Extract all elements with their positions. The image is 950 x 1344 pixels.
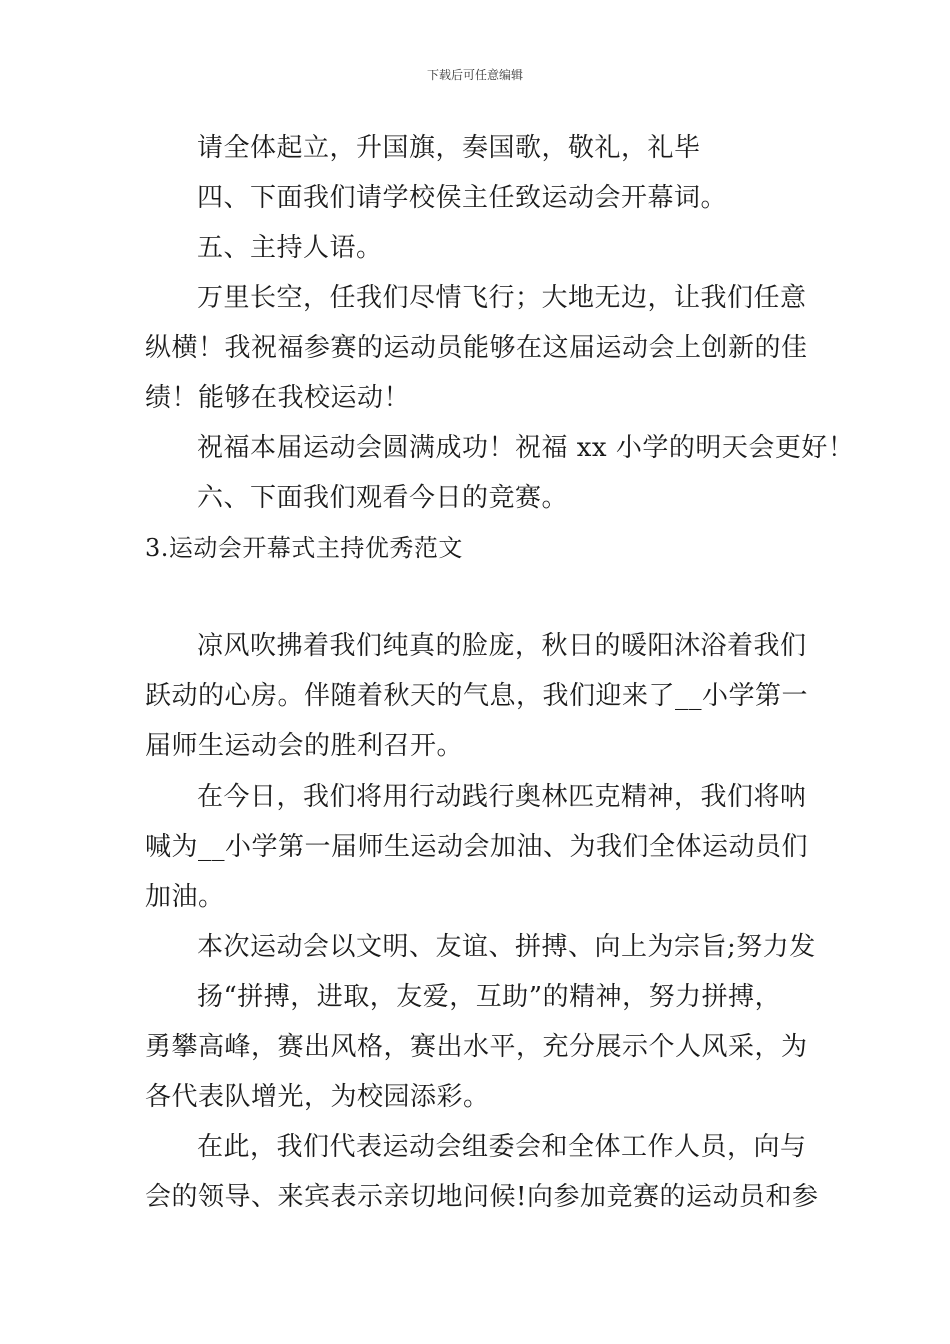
paragraph-line: 勇攀高峰，赛出风格，赛出水平，充分展示个人风采，为 <box>145 1032 808 1062</box>
page-header-note: 下载后可任意编辑 <box>426 68 523 82</box>
paragraph-line: 在此，我们代表运动会组委会和全体工作人员，向与 <box>197 1132 807 1162</box>
paragraph-line: 凉风吹拂着我们纯真的脸庞，秋日的暖阳沐浴着我们 <box>197 631 807 661</box>
paragraph-line: 祝福本届运动会圆满成功！祝福 xx 小学的明天会更好！ <box>197 433 855 463</box>
paragraph-line: 四、下面我们请学校侯主任致运动会开幕词。 <box>197 183 728 213</box>
paragraph-line: 绩！能够在我校运动！ <box>145 383 411 413</box>
paragraph-line: 纵横！我祝福参赛的运动员能够在这届运动会上创新的佳 <box>145 333 808 363</box>
paragraph-line: 喊为__小学第一届师生运动会加油、为我们全体运动员们 <box>145 832 809 862</box>
paragraph-line: 跃动的心房。伴随着秋天的气息，我们迎来了__小学第一 <box>145 681 809 711</box>
paragraph-line: 各代表队增光，为校园添彩。 <box>145 1082 490 1112</box>
section-heading: 3.运动会开幕式主持优秀范文 <box>145 534 463 562</box>
paragraph-line: 六、下面我们观看今日的竞赛。 <box>197 483 569 513</box>
paragraph-line: 会的领导、来宾表示亲切地问候!向参加竞赛的运动员和参 <box>145 1182 819 1212</box>
paragraph-line: 加油。 <box>145 882 225 912</box>
paragraph-line: 本次运动会以文明、友谊、拼搏、向上为宗旨;努力发 <box>197 932 816 962</box>
paragraph-line: 扬“拼搏，进取，友爱，互助”的精神，努力拼搏， <box>197 982 782 1012</box>
paragraph-line: 届师生运动会的胜利召开。 <box>145 731 464 761</box>
paragraph-line: 五、主持人语。 <box>197 233 383 263</box>
paragraph-line: 请全体起立，升国旗，奏国歌，敬礼，礼毕 <box>197 133 701 163</box>
paragraph-line: 在今日，我们将用行动践行奥林匹克精神，我们将呐 <box>197 782 807 812</box>
paragraph-line: 万里长空，任我们尽情飞行；大地无边，让我们任意 <box>197 283 807 313</box>
